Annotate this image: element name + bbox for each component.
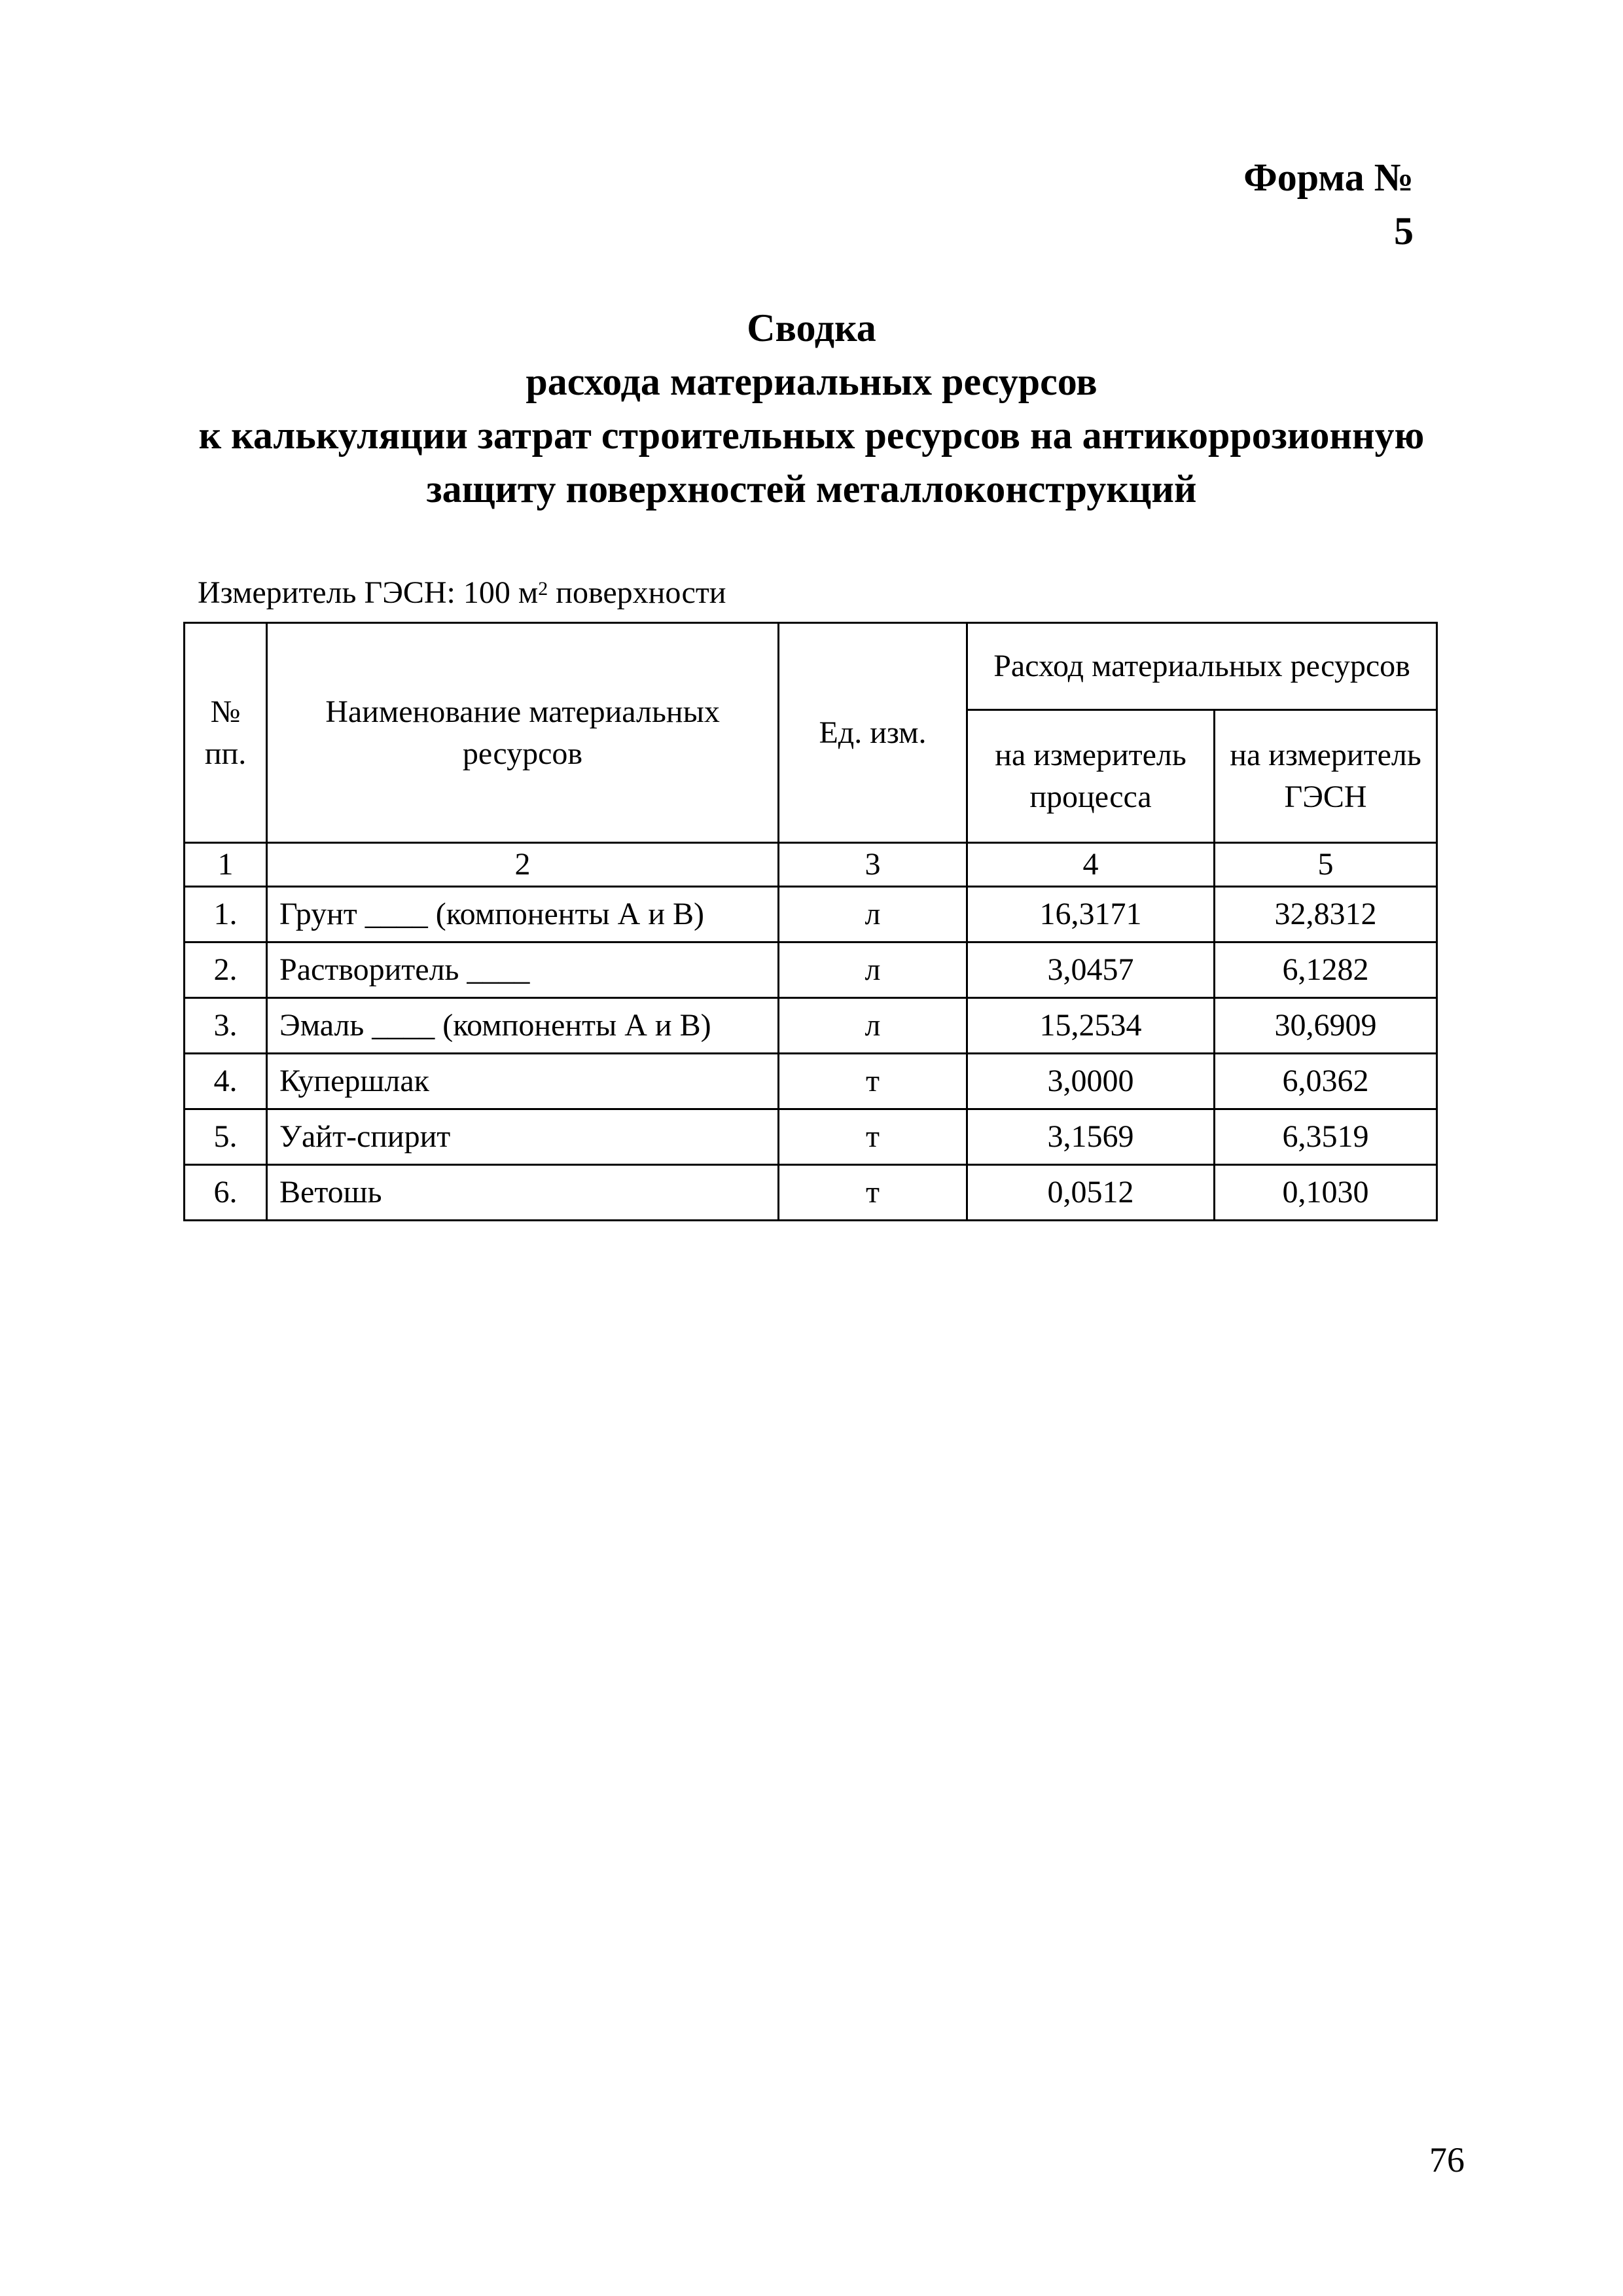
row-unit: т	[779, 1109, 967, 1165]
table-row	[185, 1054, 1437, 1109]
page-number: 76	[1429, 2140, 1465, 2179]
title-line-3: к калькуляции затрат строительных ресурсов на антикоррозионную	[198, 414, 1425, 457]
row-per-gesn: 6,3519	[1215, 1109, 1437, 1165]
header-per-gesn: на измеритель ГЭСН	[1215, 710, 1437, 843]
row-num: 2.	[185, 942, 267, 998]
row-per-process: 16,3171	[967, 887, 1215, 942]
title-line-4: защиту поверхностей металлоконструкций	[426, 467, 1197, 511]
row-per-process: 3,1569	[967, 1109, 1215, 1165]
table-row	[185, 887, 1437, 942]
row-per-gesn: 6,0362	[1215, 1054, 1437, 1109]
row-num: 5.	[185, 1109, 267, 1165]
header-name: Наименование материальных ресурсов	[267, 623, 779, 843]
form-number-label: Форма №	[1243, 156, 1414, 199]
measurement-unit-caption	[198, 573, 726, 613]
form-number-value: 5	[1394, 209, 1414, 253]
column-index: 5	[1215, 843, 1437, 887]
table-row	[185, 1165, 1437, 1221]
header-row-1	[185, 623, 1437, 710]
row-name: Уайт-спирит	[267, 1109, 779, 1165]
column-index-row	[185, 843, 1437, 887]
row-unit: т	[779, 1165, 967, 1221]
table-row	[185, 998, 1437, 1054]
row-per-gesn: 0,1030	[1215, 1165, 1437, 1221]
header-unit: Ед. изм.	[779, 623, 967, 843]
title-line-1: Сводка	[747, 306, 876, 350]
header-per-process: на измеритель процесса	[967, 710, 1215, 843]
column-index: 4	[967, 843, 1215, 887]
row-per-gesn: 30,6909	[1215, 998, 1437, 1054]
row-unit: л	[779, 998, 967, 1054]
row-per-gesn: 32,8312	[1215, 887, 1437, 942]
column-index: 1	[185, 843, 267, 887]
title-line-2: расхода материальных ресурсов	[526, 360, 1097, 403]
header-num: № пп.	[185, 623, 267, 843]
form-number	[1243, 151, 1414, 258]
row-name: Ветошь	[267, 1165, 779, 1221]
row-name: Эмаль ____ (компоненты А и В)	[267, 998, 779, 1054]
column-index: 3	[779, 843, 967, 887]
row-num: 1.	[185, 887, 267, 942]
measure-superscript: 2	[538, 578, 548, 600]
table-row	[185, 1109, 1437, 1165]
row-num: 6.	[185, 1165, 267, 1221]
measure-suffix: поверхности	[548, 575, 726, 610]
row-name: Растворитель ____	[267, 942, 779, 998]
document-title	[0, 301, 1623, 516]
row-unit: л	[779, 887, 967, 942]
row-unit: л	[779, 942, 967, 998]
measure-prefix: Измеритель ГЭСН: 100 м	[198, 575, 539, 610]
resources-table	[183, 622, 1438, 1221]
row-per-process: 3,0000	[967, 1054, 1215, 1109]
row-unit: т	[779, 1054, 967, 1109]
row-name: Купершлак	[267, 1054, 779, 1109]
column-index: 2	[267, 843, 779, 887]
row-per-process: 3,0457	[967, 942, 1215, 998]
row-per-process: 0,0512	[967, 1165, 1215, 1221]
row-per-process: 15,2534	[967, 998, 1215, 1054]
row-num: 4.	[185, 1054, 267, 1109]
row-per-gesn: 6,1282	[1215, 942, 1437, 998]
row-name: Грунт ____ (компоненты А и В)	[267, 887, 779, 942]
header-consumption: Расход материальных ресурсов	[967, 623, 1437, 710]
table-row	[185, 942, 1437, 998]
row-num: 3.	[185, 998, 267, 1054]
